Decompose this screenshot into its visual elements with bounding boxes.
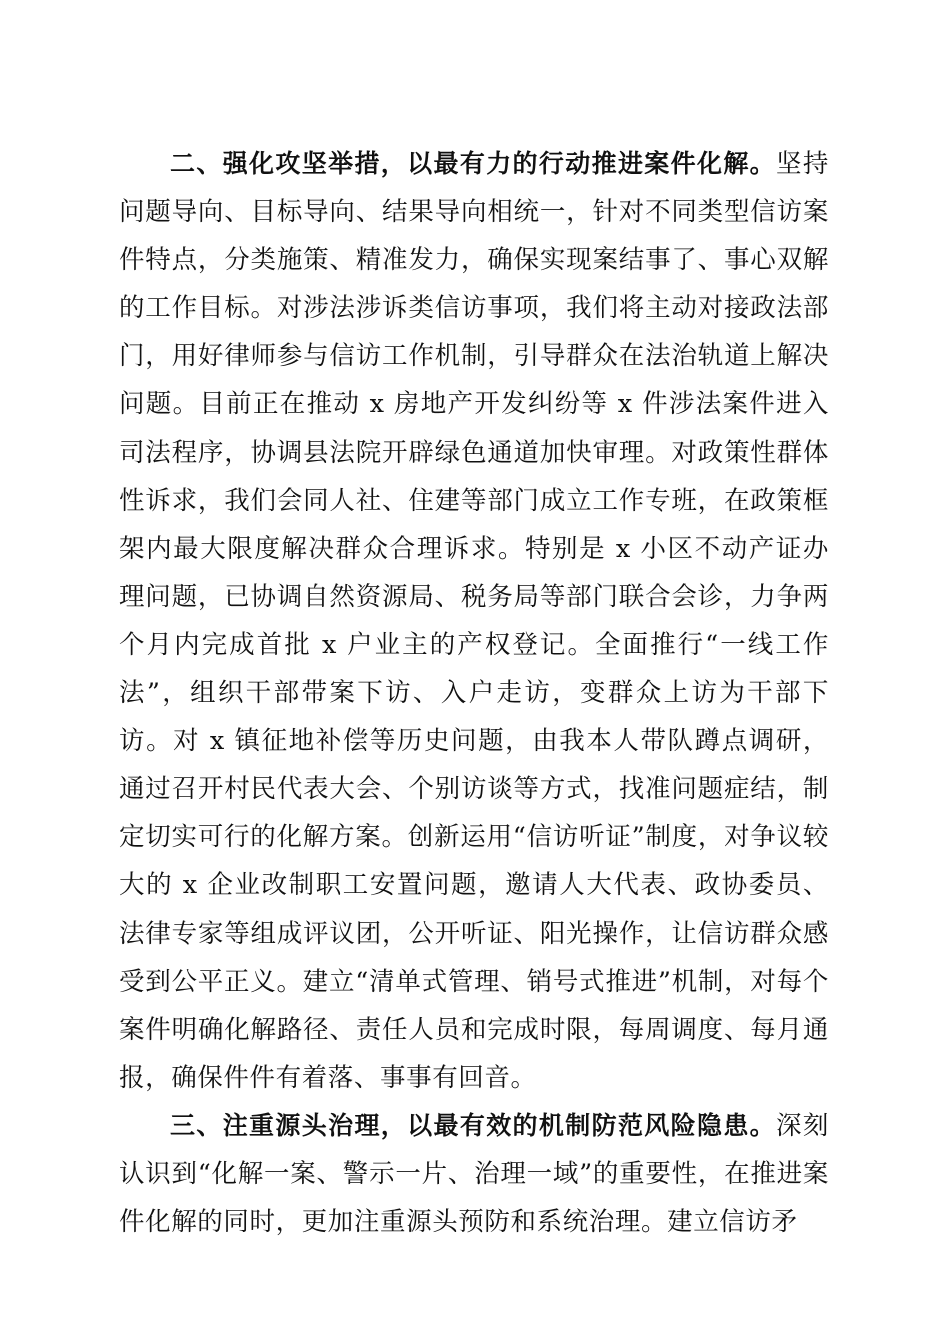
paragraph-section-3 [119, 1102, 829, 1246]
section-3-heading: 三、注重源头治理，以最有效的机制防范风险隐患。 [170, 1110, 777, 1140]
section-3-body: 深刻认识到“化解一案、警示一片、治理一域”的重要性，在推进案件化解的同时，更加注重源头预防和系统治理。建立信访矛 [119, 1110, 829, 1238]
document-body [119, 140, 829, 1246]
section-2-body: 坚持问题导向、目标导向、结果导向相统一，针对不同类型信访案件特点，分类施策、精准发力，确保实现案结事了、事心双解的工作目标。对涉法涉诉类信访事项，我们将主动对接政法部门，用好律师参与信访工作机制，引导群众在法治轨道上解决问题。目前正在推动 x 房地产开发纠纷等 x 件涉法案件进入司法程序，协调县法院开辟绿色通道加快审理。对政策性群体性诉求，我们会同人社、住建等部门成立工作专班，在政策框架内最大限度解决群众合理诉求。特别是 x 小区不动产证办理问题，已协调自然资源局、税务局等部门联合会诊，力争两个月内完成首批 x 户业主的产权登记。全面推行“一线工作法”，组织干部带案下访、入户走访，变群众上访为干部下访。对 x 镇征地补偿等历史问题，由我本人带队蹲点调研，通过召开村民代表大会、个别访谈等方式，找准问题症结，制定切实可行的化解方案。创新运用“信访听证”制度，对争议较大的 x 企业改制职工安置问题，邀请人大代表、政协委员、法律专家等组成评议团，公开听证、阳光操作，让信访群众感受到公平正义。建立“清单式管理、销号式推进”机制，对每个案件明确化解路径、责任人员和完成时限，每周调度、每月通报，确保件件有着落、事事有回音。 [119, 149, 829, 1093]
section-2-heading: 二、强化攻坚举措，以最有力的行动推进案件化解。 [170, 149, 777, 178]
paragraph-section-2 [119, 140, 829, 1102]
